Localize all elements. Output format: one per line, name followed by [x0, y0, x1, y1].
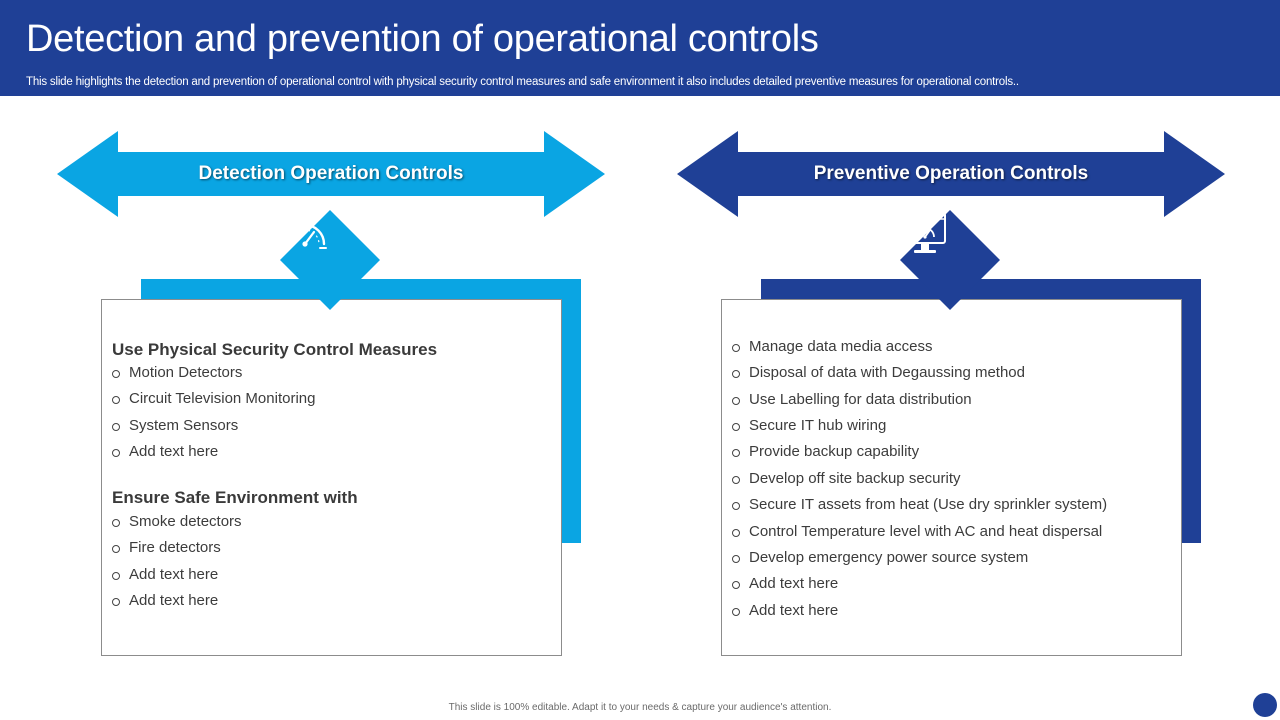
list-item: Develop off site backup security: [732, 470, 961, 487]
section-heading: Use Physical Security Control Measures: [112, 340, 438, 359]
detection-diamond: [280, 210, 380, 310]
list-item: Provide backup capability: [732, 443, 919, 460]
footer-note: This slide is 100% editable. Adapt it to your needs & capture your audience's attention.: [448, 702, 832, 713]
bullet-circle-icon: [112, 545, 120, 553]
bullet-circle-icon: [112, 396, 120, 404]
bullet-circle-icon: [732, 608, 740, 616]
list-item: Add text here: [112, 443, 218, 460]
list-item: Manage data media access: [732, 338, 932, 355]
list-item: Use Labelling for data distribution: [732, 391, 972, 408]
bullet-circle-icon: [112, 449, 120, 457]
bullet-circle-icon: [732, 476, 740, 484]
list-item: Add text here: [732, 602, 838, 619]
list-item: Motion Detectors: [112, 364, 242, 381]
bullet-circle-icon: [112, 598, 120, 606]
list-item: Control Temperature level with AC and heat dispersal: [732, 523, 1102, 540]
detection-banner-arrow: [57, 131, 605, 217]
list-item: Add text here: [112, 566, 218, 583]
page-subtitle: This slide highlights the detection and prevention of operational control with physical security control measures and safe environment it also includes detailed preventive measures for operational controls..: [26, 76, 1019, 88]
bullet-circle-icon: [732, 529, 740, 537]
header-bar: [0, 0, 1280, 96]
bullet-circle-icon: [112, 423, 120, 431]
bullet-circle-icon: [732, 555, 740, 563]
speedometer-gauge-icon: [280, 210, 330, 260]
bullet-circle-icon: [732, 344, 740, 352]
list-item: System Sensors: [112, 417, 238, 434]
bullet-circle-icon: [112, 572, 120, 580]
list-item: Add text here: [732, 575, 838, 592]
detection-card: [101, 299, 562, 656]
detection-banner-label: Detection Operation Controls: [198, 163, 464, 184]
list-item: Fire detectors: [112, 539, 221, 556]
list-item: Add text here: [112, 592, 218, 609]
preventive-banner-label: Preventive Operation Controls: [813, 163, 1089, 184]
bullet-circle-icon: [732, 449, 740, 457]
bullet-circle-icon: [112, 519, 120, 527]
list-item: Circuit Television Monitoring: [112, 390, 315, 407]
list-item: Develop emergency power source system: [732, 549, 1028, 566]
bullet-circle-icon: [112, 370, 120, 378]
bullet-circle-icon: [732, 423, 740, 431]
list-item: Secure IT assets from heat (Use dry sprinkler system): [732, 496, 1107, 513]
preventive-banner-arrow: [677, 131, 1225, 217]
preventive-card: [721, 299, 1182, 656]
list-item: Disposal of data with Degaussing method: [732, 364, 1025, 381]
bullet-circle-icon: [732, 370, 740, 378]
bullet-circle-icon: [732, 502, 740, 510]
bullet-circle-icon: [732, 397, 740, 405]
list-item: Smoke detectors: [112, 513, 242, 530]
preventive-diamond: [900, 210, 1000, 310]
bullet-circle-icon: [732, 581, 740, 589]
section-heading: Ensure Safe Environment with: [112, 488, 358, 507]
page-title: Detection and prevention of operational controls: [26, 18, 819, 60]
list-item: Secure IT hub wiring: [732, 417, 886, 434]
corner-dot-icon: [1253, 693, 1277, 717]
monitor-dashboard-icon: [900, 210, 950, 260]
